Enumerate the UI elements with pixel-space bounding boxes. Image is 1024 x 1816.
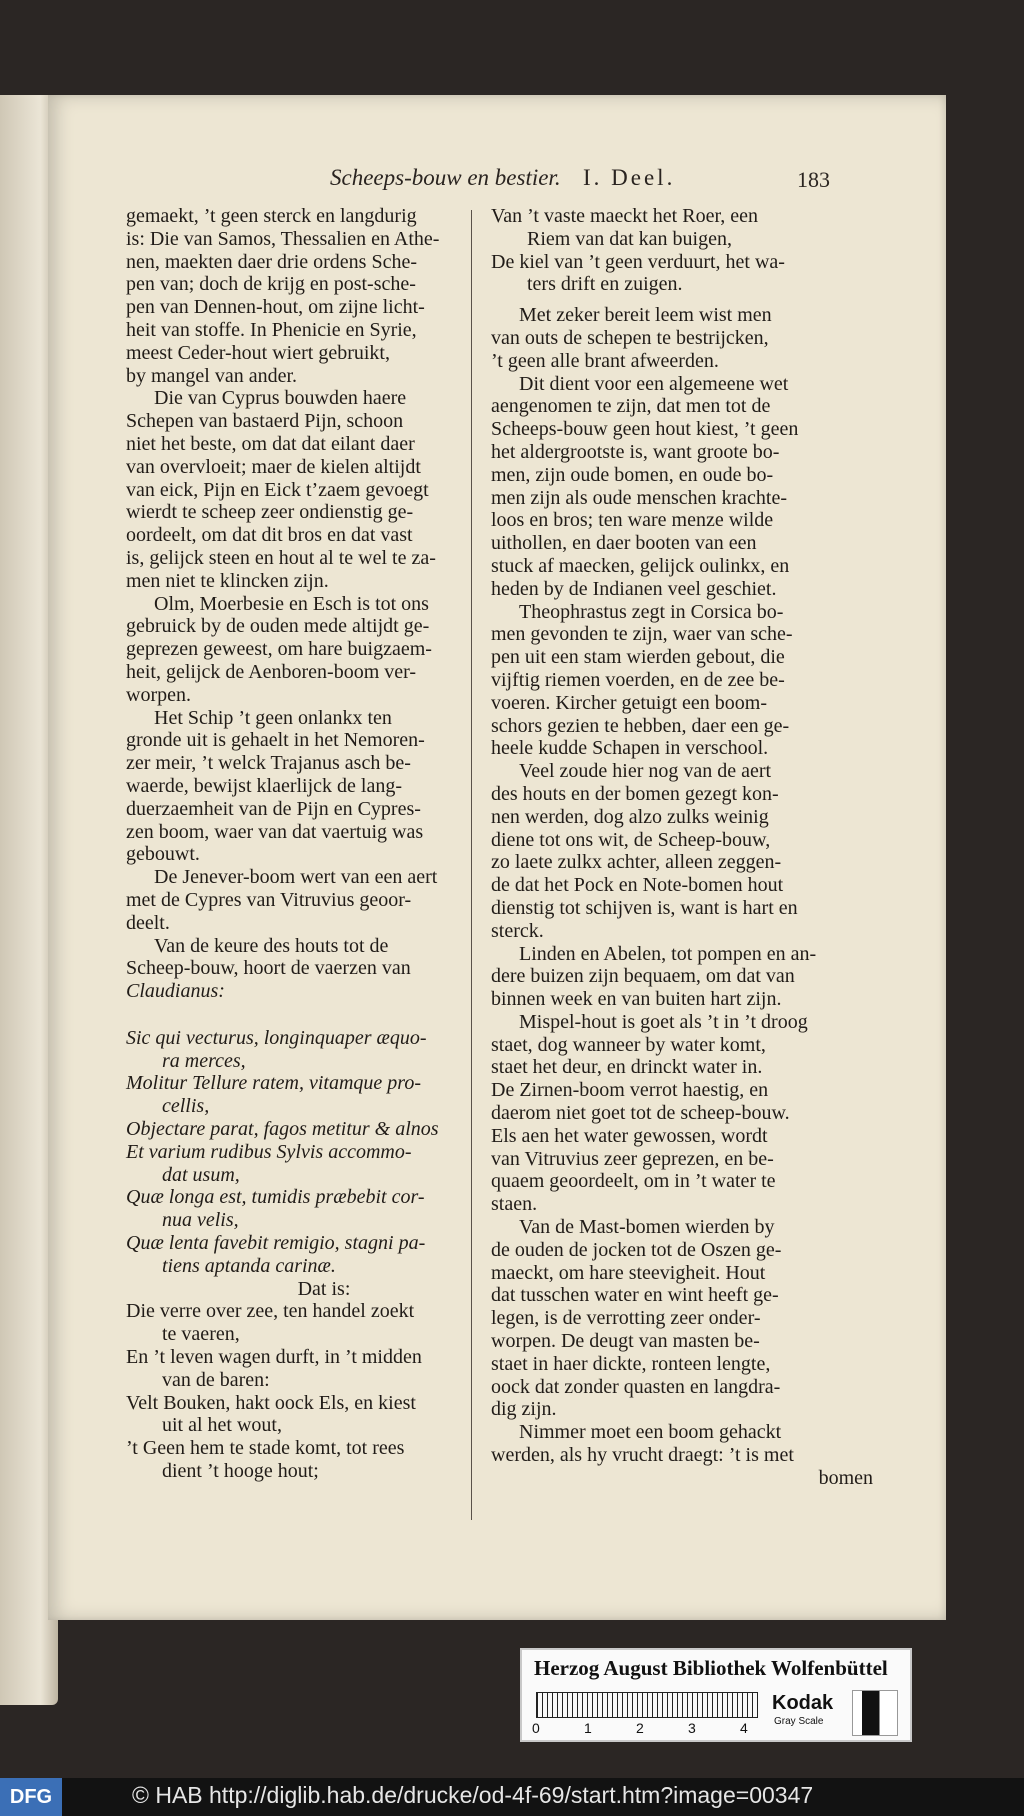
text-line: Et varium rudibus Sylvis accommo- xyxy=(126,1140,412,1163)
dfg-logo: DFG xyxy=(0,1778,62,1816)
text-line: by mangel van ander. xyxy=(126,364,298,387)
text-line: oock dat zonder quasten en langdra- xyxy=(491,1375,781,1398)
text-line: oordeelt, om dat dit bros en dat vast xyxy=(126,524,413,547)
text-line: deelt. xyxy=(126,911,170,934)
text-line: heit, gelijck de Aenboren-boom ver- xyxy=(126,660,417,683)
text-line: zo laete zulkx achter, alleen zeggen- xyxy=(491,851,782,874)
text-line: staen. xyxy=(491,1193,538,1216)
text-line: Met zeker bereit leem wist men xyxy=(519,304,772,327)
text-line: Dit dient voor een algemeene wet xyxy=(519,372,789,395)
text-line: voeren. Kircher getuigt een boom- xyxy=(491,691,768,714)
text-line: Nimmer moet een boom gehackt xyxy=(519,1421,782,1444)
kodak-logo: Kodak xyxy=(772,1692,834,1714)
text-line: met de Cypres van Vitruvius geoor- xyxy=(126,888,412,911)
text-line: dienstig tot schijven is, want is hart en xyxy=(491,896,798,919)
text-line: sterck. xyxy=(491,919,544,942)
text-line: staet in haer dickte, ronteen lengte, xyxy=(491,1352,771,1375)
ruler-number: 4 xyxy=(740,1720,748,1736)
text-line: legen, is de verrotting zeer onder- xyxy=(491,1307,761,1330)
text-line: Linden en Abelen, tot pompen en an- xyxy=(519,942,817,965)
ruler-number: 3 xyxy=(688,1720,696,1736)
text-line: nen werden, dog alzo zulks weinig xyxy=(491,805,769,828)
text-line: daerom niet goet tot de scheep-bouw. xyxy=(491,1102,790,1125)
text-line: de ouden de jocken tot de Oszen ge- xyxy=(491,1238,782,1261)
text-line: maeckt, om hare steevigheit. Hout xyxy=(491,1261,766,1284)
text-line: dig zijn. xyxy=(491,1398,557,1421)
text-line xyxy=(126,1003,522,1027)
text-line: duerzaemheit van de Pijn en Cypres- xyxy=(126,797,421,820)
text-line: staet, dog wanneer by water komt, xyxy=(491,1033,766,1056)
text-line: werden, als hy vrucht draegt: ’t is met xyxy=(491,1444,794,1467)
part-label: I. Deel. xyxy=(583,165,676,190)
text-line: Theophrastus zegt in Corsica bo- xyxy=(519,600,784,623)
text-line: de dat het Pock en Note-bomen hout xyxy=(491,874,784,897)
text-line: worpen. De deugt van masten be- xyxy=(491,1330,760,1353)
text-line: te vaeren, xyxy=(162,1323,240,1346)
gray-scale-patch xyxy=(852,1690,898,1736)
ruler-number: 0 xyxy=(532,1720,540,1736)
text-line: Veel zoude hier nog van de aert xyxy=(519,760,772,783)
text-line: En ’t leven wagen durft, in ’t midden xyxy=(126,1346,422,1369)
text-line: cellis, xyxy=(162,1095,210,1118)
text-line: Dat is: xyxy=(297,1277,351,1300)
text-line: Claudianus: xyxy=(126,980,225,1003)
text-line: gebruick by de ouden mede altijdt ge- xyxy=(126,615,430,638)
text-line: des houts en der bomen gezegt kon- xyxy=(491,782,779,805)
book-page xyxy=(48,95,946,1620)
text-line: heden by de Indianen veel geschiet. xyxy=(491,577,777,600)
text-line: schors gezien te hebben, daer een ge- xyxy=(491,714,790,737)
text-line: tiens aptanda carinæ. xyxy=(162,1254,336,1277)
library-name: Herzog August Bibliothek Wolfenbüttel xyxy=(534,1656,888,1680)
text-line: Sic qui vecturus, longinquaper æquo- xyxy=(126,1026,427,1049)
text-line: zen boom, waer van dat vaertuig was xyxy=(126,820,424,843)
text-line: bomen xyxy=(818,1466,873,1489)
text-line: ’t Geen hem te stade komt, tot rees xyxy=(126,1437,405,1460)
text-line: Schepen van bastaerd Pijn, schoon xyxy=(126,410,404,433)
text-line: nua velis, xyxy=(162,1209,239,1232)
text-line: quaem geoordeelt, om in ’t water te xyxy=(491,1170,776,1193)
text-line: Mispel-hout is goet als ’t in ’t droog xyxy=(519,1010,808,1033)
ruler-number: 2 xyxy=(636,1720,644,1736)
text-line: men niet te klincken zijn. xyxy=(126,569,329,592)
text-line: Van de Mast-bomen wierden by xyxy=(519,1216,775,1239)
text-line: Quæ lenta favebit remigio, stagni pa- xyxy=(126,1232,426,1255)
text-line: heit van stoffe. In Phenicie en Syrie, xyxy=(126,318,417,341)
text-line: De Jenever-boom wert van een aert xyxy=(154,866,438,889)
page-header xyxy=(48,165,946,201)
text-line: stuck af maecken, gelijck oulinkx, en xyxy=(491,554,790,577)
text-line: pen uit een stam wierden gebout, die xyxy=(491,646,785,669)
text-line: van de baren: xyxy=(162,1368,270,1391)
text-line: is, gelijck steen en hout al te wel te za- xyxy=(126,546,436,569)
text-line: aengenomen te zijn, dat men tot de xyxy=(491,395,771,418)
text-line: Els aen het water gewossen, wordt xyxy=(491,1124,768,1147)
text-line: Olm, Moerbesie en Esch is tot ons xyxy=(154,592,429,615)
footer-bar xyxy=(0,1778,1024,1816)
text-line: Het Schip ’t geen onlankx ten xyxy=(154,706,392,729)
text-line: Quæ longa est, tumidis præbebit cor- xyxy=(126,1186,425,1209)
text-line: vijftig riemen voerden, en de zee be- xyxy=(491,668,785,691)
text-line: dat tusschen water en wint heeft ge- xyxy=(491,1284,779,1307)
ruler-numbers xyxy=(532,1720,772,1738)
text-line: ters drift en zuigen. xyxy=(527,273,683,296)
text-line: niet het beste, om dat dat eilant daer xyxy=(126,432,415,455)
text-line: nen, maekten daer drie ordens Sche- xyxy=(126,250,417,273)
gray-scale-label: Gray Scale xyxy=(774,1716,824,1727)
text-line: van Vitruvius zeer geprezen, en be- xyxy=(491,1147,774,1170)
text-line: loos en bros; ten ware menze wilde xyxy=(491,509,774,532)
text-line: gronde uit is gehaelt in het Nemoren- xyxy=(126,729,425,752)
text-line: worpen. xyxy=(126,683,191,706)
text-line: pen van; doch de krijg en post-sche- xyxy=(126,273,416,296)
right-column xyxy=(491,205,873,1490)
text-line: men zijn als oude menschen krachte- xyxy=(491,486,787,509)
text-line: Riem van dat kan buigen, xyxy=(527,227,732,250)
text-line: Van de keure des houts tot de xyxy=(154,934,389,957)
text-line: meest Ceder-hout wiert gebruikt, xyxy=(126,341,390,364)
text-line: van overvloeit; maer de kielen altijdt xyxy=(126,455,421,478)
text-line: dat usum, xyxy=(162,1163,240,1186)
text-line xyxy=(491,296,873,304)
text-line: gemaekt, ’t geen sterck en langdurig xyxy=(126,205,417,227)
text-line: ’t geen alle brant afweerden. xyxy=(491,349,719,372)
text-line: uit al het wout, xyxy=(162,1414,282,1437)
text-line: men, zijn oude bomen, en oude bo- xyxy=(491,463,774,486)
scale-ruler xyxy=(536,1692,758,1718)
library-stamp xyxy=(520,1648,912,1742)
text-line: Molitur Tellure ratem, vitamque pro- xyxy=(126,1072,421,1095)
text-line: dere buizen zijn bequaem, om dat van xyxy=(491,965,795,988)
text-line: zer meir, ’t welck Trajanus asch be- xyxy=(126,752,411,775)
text-line: wierdt te scheep zeer ondienstig ge- xyxy=(126,501,414,524)
text-line: diene tot ons wit, de Scheep-bouw, xyxy=(491,828,771,851)
text-line: geprezen geweest, om hare buigzaem- xyxy=(126,638,432,661)
text-line: Die verre over zee, ten handel zoekt xyxy=(126,1300,415,1323)
text-line: Scheeps-bouw geen hout kiest, ’t geen xyxy=(491,418,799,441)
text-line: Scheep-bouw, hoort de vaerzen van xyxy=(126,957,411,980)
running-title: Scheeps-bouw en bestier. xyxy=(330,165,561,190)
text-line: Velt Bouken, hakt oock Els, en kiest xyxy=(126,1391,416,1414)
text-line: Die van Cyprus bouwden haere xyxy=(154,387,407,410)
text-line: De Zirnen-boom verrot haestig, en xyxy=(491,1079,769,1102)
text-line: van outs de schepen te bestrijcken, xyxy=(491,326,769,349)
text-line: dient ’t hooge hout; xyxy=(162,1460,319,1483)
source-url[interactable]: © HAB http://diglib.hab.de/drucke/od-4f-69/start.htm?image=00347 xyxy=(132,1782,814,1808)
text-line: pen van Dennen-hout, om zijne licht- xyxy=(126,296,425,319)
ruler-number: 1 xyxy=(584,1720,592,1736)
text-line: Van ’t vaste maeckt het Roer, een xyxy=(491,205,759,227)
text-line: heele kudde Schapen in verschool. xyxy=(491,737,769,760)
text-line: waerde, bewijst klaerlijck de lang- xyxy=(126,774,402,797)
text-line: van eick, Pijn en Eick t’zaem gevoegt xyxy=(126,478,429,501)
text-line: gebouwt. xyxy=(126,843,200,866)
left-column xyxy=(126,205,522,1483)
text-line: staet het deur, en drinckt water in. xyxy=(491,1056,763,1079)
text-line: men gevonden te zijn, waer van sche- xyxy=(491,623,793,646)
text-line: het aldergrootste is, want groote bo- xyxy=(491,440,780,463)
text-line: ra merces, xyxy=(162,1049,246,1072)
text-line: De kiel van ’t geen verduurt, het wa- xyxy=(491,250,785,273)
text-line: uithollen, en daer booten van een xyxy=(491,532,757,555)
page-number: 183 xyxy=(797,167,830,192)
text-line: binnen week en van buiten hart zijn. xyxy=(491,988,782,1011)
text-line: is: Die van Samos, Thessalien en Athe- xyxy=(126,227,440,250)
text-line: Objectare parat, fagos metitur & alnos xyxy=(126,1118,439,1141)
